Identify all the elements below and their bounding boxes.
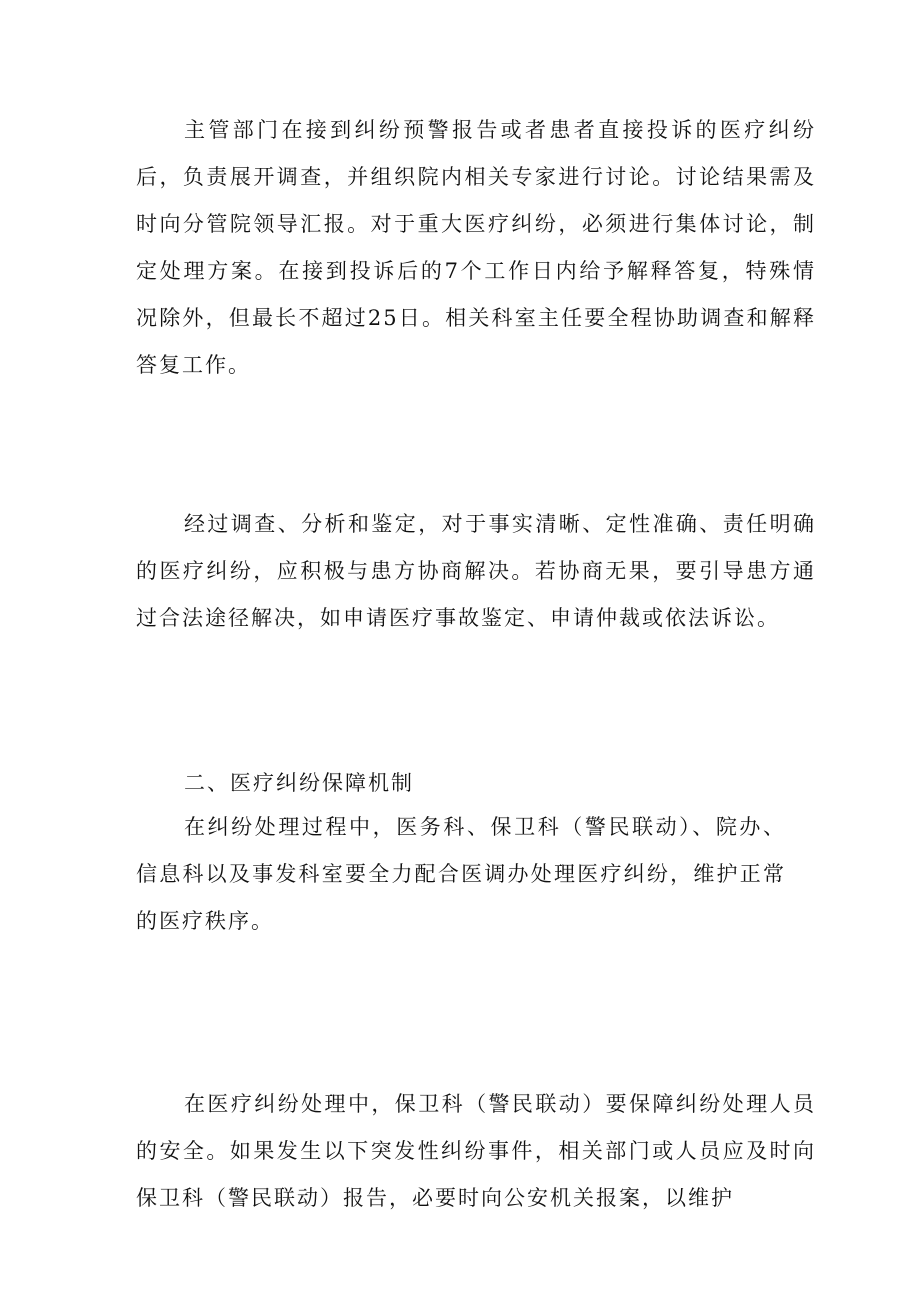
paragraph-department-cooperation: 在纠纷处理过程中，医务科、保卫科（警民联动）、院办、信息科以及事发科室要全力配合医调办处理医疗纠纷，维护正常的医疗秩序。 bbox=[136, 815, 786, 933]
paragraph-complaint-investigation: 主管部门在接到纠纷预警报告或者患者直接投诉的医疗纠纷后，负责展开调查，并组织院内相关专家进行讨论。讨论结果需及时向分管院领导汇报。对于重大医疗纠纷，必须进行集体讨论，制定处理方案。在接到投诉后的7个工作日内给予解释答复，特殊情况除外，但最长不超过25日。相关科室主任要全程协助调查和解释答复工作。 bbox=[136, 118, 816, 377]
paragraph-security-guarantee: 在医疗纠纷处理中，保卫科（警民联动）要保障纠纷处理人员的安全。如果发生以下突发性纠纷事件，相关部门或人员应及时向保卫科（警民联动）报告，必要时向公安机关报案，以维护 bbox=[136, 1092, 816, 1210]
paragraph-negotiation-resolution: 经过调查、分析和鉴定，对于事实清晰、定性准确、责任明确的医疗纠纷，应积极与患方协商解决。若协商无果，要引导患方通过合法途径解决，如申请医疗事故鉴定、申请仲裁或依法诉讼。 bbox=[136, 512, 816, 630]
section-heading-guarantee-mechanism: 二、医疗纠纷保障机制 bbox=[184, 771, 414, 795]
